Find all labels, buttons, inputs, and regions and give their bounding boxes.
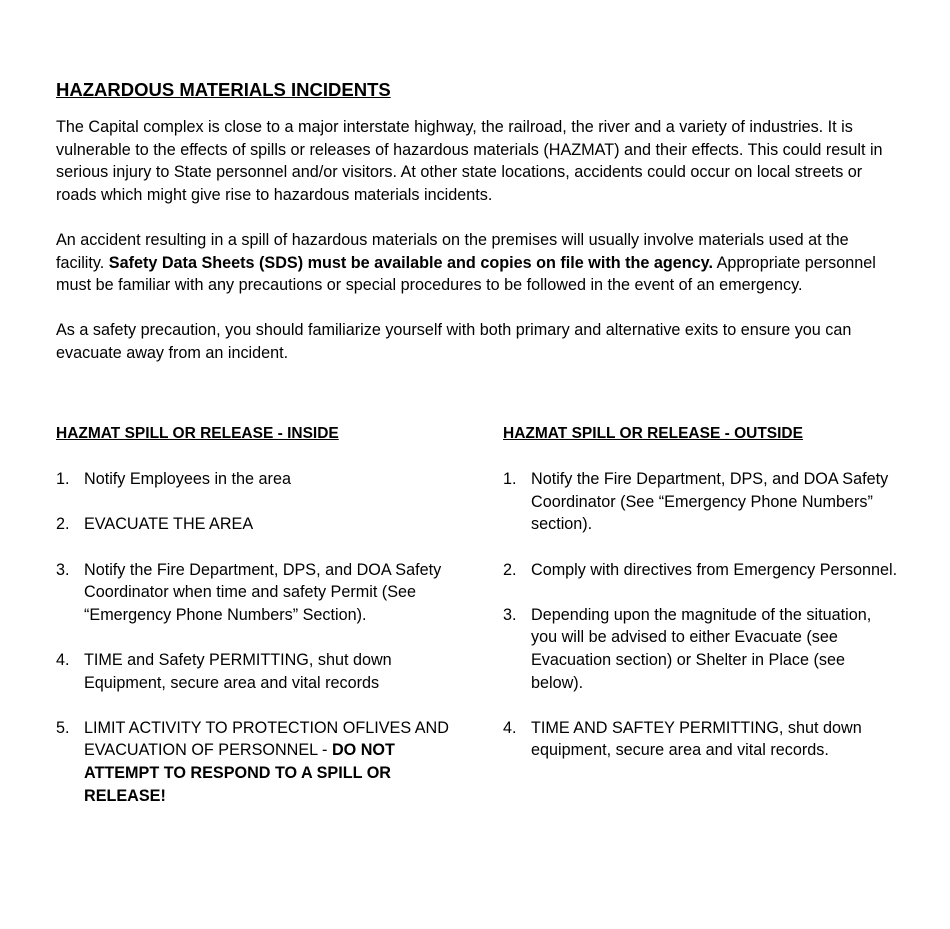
item-text: TIME and Safety PERMITTING, shut down Equipment, secure area and vital records: [84, 650, 392, 692]
outside-section: [503, 423, 901, 785]
item-text: Depending upon the magnitude of the situation, you will be advised to either Evacuate (see Evacuation section) or Shelter in Place (see below).: [531, 605, 872, 692]
list-item: [503, 559, 901, 582]
item-number: 1.: [56, 470, 70, 489]
page-title: HAZARDOUS MATERIALS INCIDENTS: [56, 79, 391, 100]
exits-paragraph: As a safety precaution, you should familiarize yourself with both primary and alternative exits to ensure you can evacuate away from an incident.: [56, 321, 852, 362]
list-item: [56, 649, 466, 694]
list-item: [56, 468, 466, 491]
inside-section: [56, 423, 466, 830]
item-text: EVACUATE THE AREA: [84, 515, 254, 534]
sds-paragraph: [56, 229, 901, 297]
item-text: Notify Employees in the area: [84, 470, 291, 489]
list-item: [56, 717, 466, 807]
item-number: 4.: [56, 650, 70, 669]
item-text: Notify the Fire Department, DPS, and DOA Safety Coordinator (See “Emergency Phone Numbers” section).: [531, 470, 889, 534]
item-number: 3.: [503, 605, 517, 624]
intro-paragraph: The Capital complex is close to a major interstate highway, the railroad, the river and a variety of industries. It is vulnerable to the effects of spills or releases of hazardous materials (HAZMAT) and their effects. This could result in serious injury to State personnel and/or visitors. At other state locations, accidents could occur on local streets or roads which might give rise to hazardous materials incidents.: [56, 118, 883, 204]
item-number: 3.: [56, 560, 70, 579]
item-text: Comply with directives from Emergency Personnel.: [531, 560, 898, 579]
item-number: 2.: [56, 515, 70, 534]
list-item: [56, 513, 466, 536]
outside-heading: HAZMAT SPILL OR RELEASE - OUTSIDE: [503, 425, 803, 442]
item-text: LIMIT ACTIVITY TO PROTECTION OFLIVES AND EVACUATION OF PERSONNEL -: [84, 718, 449, 760]
item-text: TIME AND SAFTEY PERMITTING, shut down equipment, secure area and vital records.: [531, 718, 862, 760]
item-number: 2.: [503, 560, 517, 579]
inside-list: [56, 468, 466, 807]
document-body: [56, 78, 901, 387]
outside-list: [503, 468, 901, 762]
list-item: [503, 717, 901, 762]
sds-text-1: An accident resulting in a spill of hazardous materials on the premises will usually involve materials used at the facility.: [56, 230, 849, 272]
list-item: [56, 559, 466, 627]
inside-heading: HAZMAT SPILL OR RELEASE - INSIDE: [56, 425, 339, 442]
item-number: 5.: [56, 718, 70, 737]
item-text: Notify the Fire Department, DPS, and DOA Safety Coordinator when time and safety Permit (See “Emergency Phone Numbers” Section).: [84, 560, 442, 624]
item-number: 1.: [503, 470, 517, 489]
list-item: [503, 468, 901, 536]
item-warning: DO NOT ATTEMPT TO RESPOND TO A SPILL OR RELEASE!: [84, 741, 395, 805]
sds-requirement: Safety Data Sheets (SDS) must be available and copies on file with the agency.: [108, 253, 713, 272]
sds-text-2: Appropriate personnel must be familiar with any precautions or special procedures to be followed in the event of an emergency.: [56, 253, 876, 295]
list-item: [503, 604, 901, 694]
item-number: 4.: [503, 718, 517, 737]
